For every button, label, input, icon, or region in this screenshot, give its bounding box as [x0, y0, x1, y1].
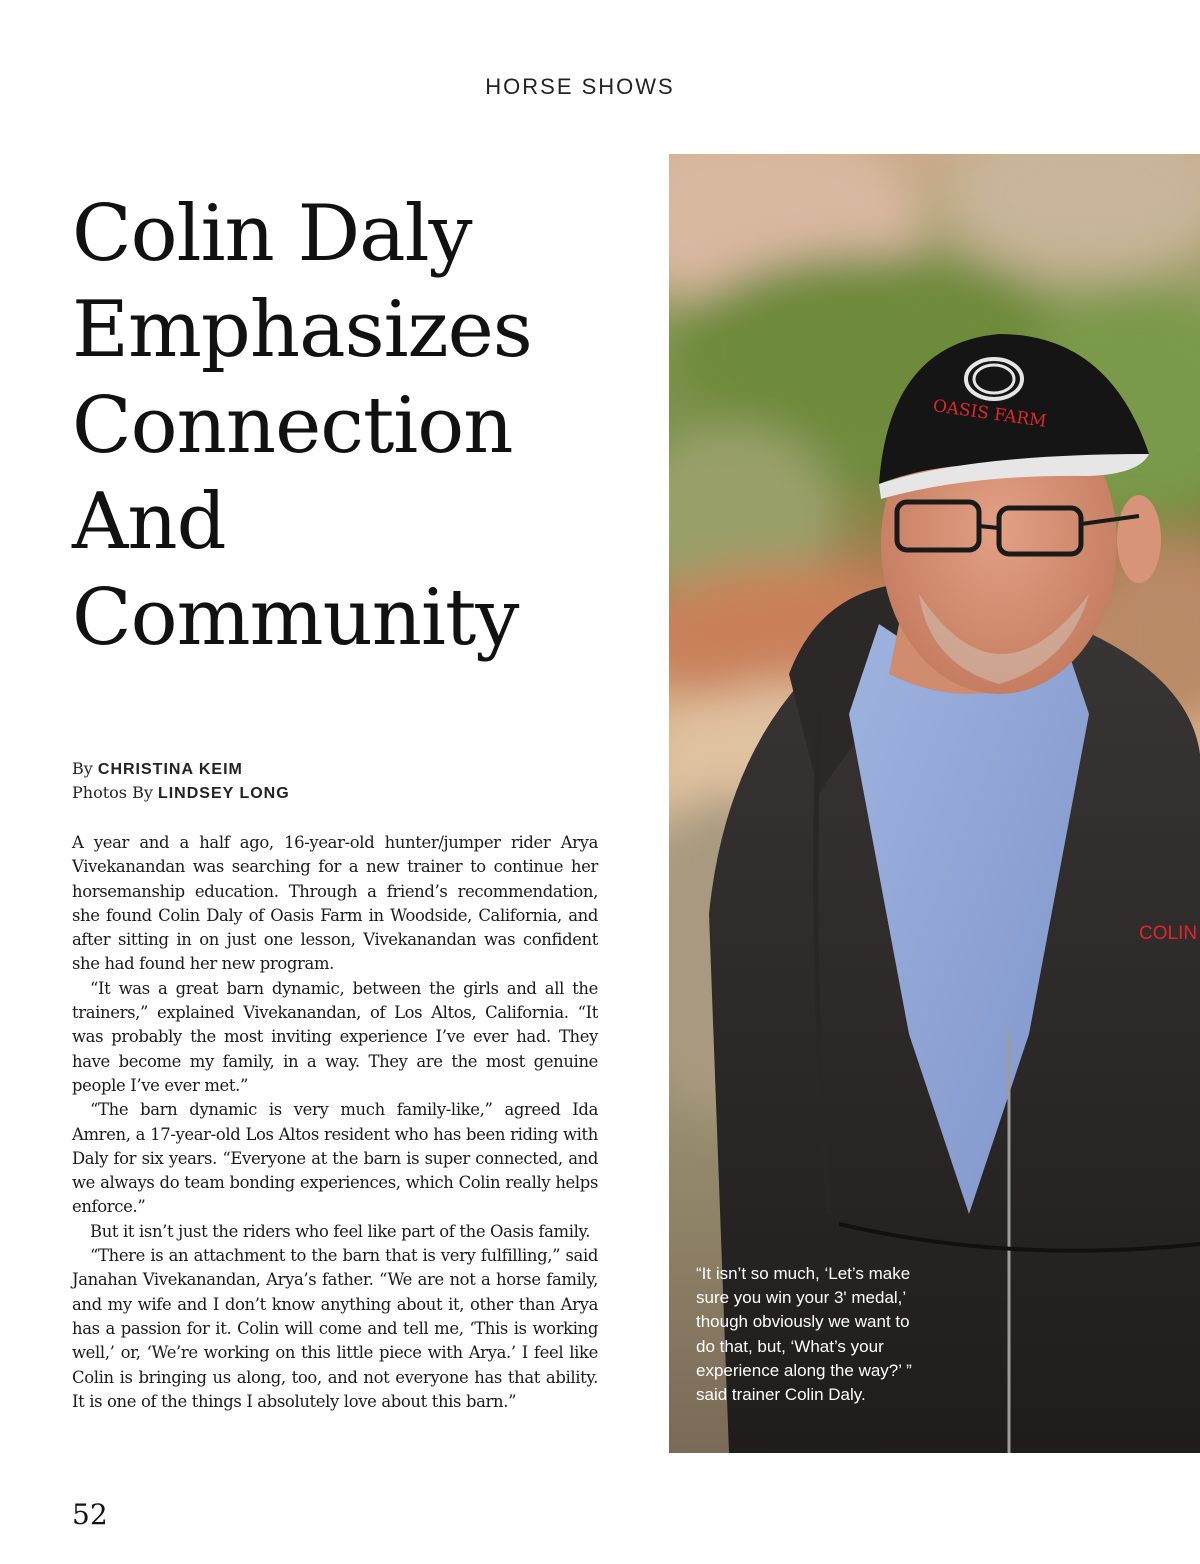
photos-prefix: Photos By [72, 783, 153, 802]
author-name: CHRISTINA KEIM [97, 761, 243, 778]
photographer-name: LINDSEY LONG [157, 785, 290, 802]
author-prefix: By [72, 759, 93, 778]
cap-logo-text: OASIS FARM [931, 396, 1048, 432]
article-paragraph: But it isn’t just the riders who feel like part of the Oasis family. [90, 1221, 591, 1241]
headline [72, 186, 652, 666]
page-number: 52 [72, 1498, 108, 1531]
headline-line: Colin Daly [72, 189, 472, 279]
section-label: HORSE SHOWS [485, 74, 675, 99]
headline-line: And [72, 477, 226, 567]
headline-line: Emphasizes [72, 285, 532, 375]
portrait-illustration [669, 154, 1200, 1453]
photo-credit [72, 781, 632, 805]
byline [72, 757, 632, 805]
headline-line: Community [72, 573, 519, 663]
portrait-photo [669, 154, 1200, 1453]
article-paragraph: “The barn dynamic is very much family-like,” agreed Ida Amren, a 17-year-old Los Altos resident who has been riding with Daly for six years. “Everyone at the barn is super connected, and we always do team bonding experiences, which Colin really helps enforce.” [72, 1100, 598, 1217]
photo-caption: “It isn’t so much, ‘Let’s make sure you win your 3' medal,’ though obviously we want to do that, but, ‘What’s your experience along the way?’ ” said trainer Colin Daly. [696, 1264, 912, 1405]
article-body [72, 831, 598, 1414]
article-paragraph: “It was a great barn dynamic, between the girls and all the trainers,” explained Vivekanandan, of Los Altos, California. “It was probably the most inviting experience I’ve ever had. They have become my family, in a way. They are the most genuine people I’ve ever met.” [72, 978, 598, 1095]
headline-line: Connection [72, 381, 513, 471]
article-paragraph: “There is an attachment to the barn that is very fulfilling,” said Janahan Vivekanandan, Arya’s father. “We are not a horse family, and my wife and I don’t know anything about it, other than Arya has a passion for it. Colin will come and tell me, ‘This is working well,’ or, ‘We’re working on this little piece with Arya.’ I feel like Colin is bringing us along, too, and not everyone has that ability. It is one of the things I absolutely love about this barn.” [72, 1246, 598, 1411]
author-credit [72, 757, 632, 781]
article-paragraph: A year and a half ago, 16-year-old hunter/jumper rider Arya Vivekanandan was searching for a new trainer to continue her horsemanship education. Through a friend’s recommendation, she found Colin Daly of Oasis Farm in Woodside, California, and after sitting in on just one lesson, Vivekanandan was confident she had found her new program. [72, 833, 598, 974]
jacket-embroidery-text: COLIN [1139, 923, 1198, 944]
